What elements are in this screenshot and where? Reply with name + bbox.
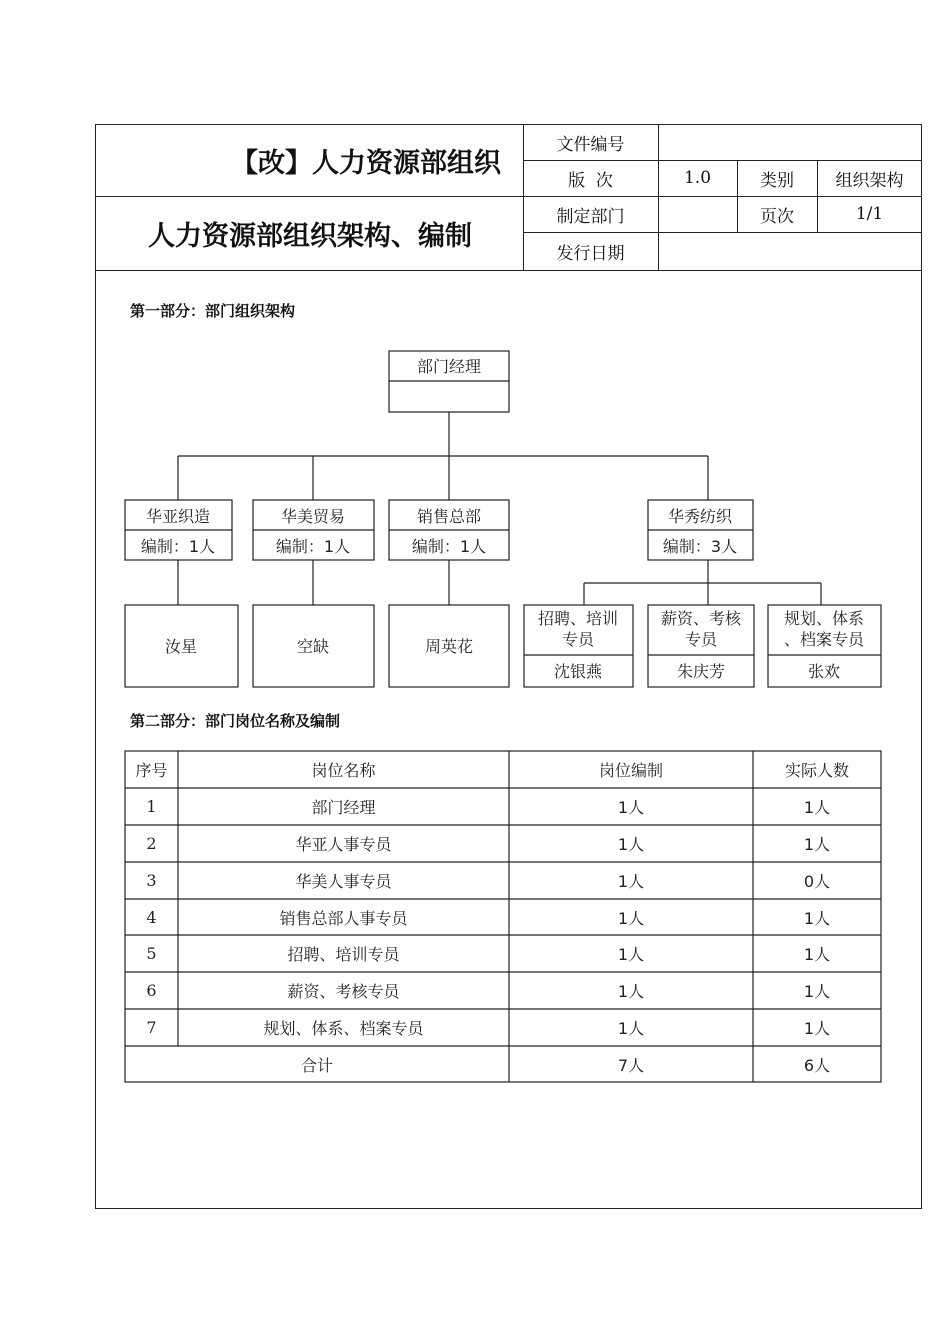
table-cell: 部门经理 [311,798,376,817]
table-cell: 1人 [803,798,831,817]
table-cell: 1人 [617,872,645,891]
table-cell: 1人 [803,835,831,854]
document-title: 【改】人力资源部组织 [231,147,501,179]
table-header: 实际人数 [784,761,849,780]
section1-title: 第一部分：部门组织架构 [130,302,296,320]
sub-unit-person: 沈银燕 [553,662,603,681]
sub-unit-line1: 招聘、培训 [537,609,619,628]
category-label: 类别 [760,170,794,191]
table-cell: 规划、体系、档案专员 [263,1019,424,1038]
unit-person: 汝星 [164,637,198,656]
table-cell: 1人 [617,798,645,817]
sub-unit-line2: 专员 [561,630,595,649]
unit-quota: 编制：1人 [140,537,216,556]
table-total-label: 合计 [300,1055,333,1075]
document-subtitle: 人力资源部组织架构、编制 [148,220,472,252]
table-cell: 0人 [803,872,831,891]
table-cell: 1人 [803,982,831,1001]
table-cell: 5 [146,944,157,963]
category-value: 组织架构 [835,170,904,191]
unit-quota: 编制：3人 [662,537,738,556]
table-cell: 1人 [803,945,831,964]
unit-name: 销售总部 [416,507,482,526]
table-cell: 1人 [617,945,645,964]
dept-label: 制定部门 [556,206,625,227]
page-label: 页次 [760,206,794,227]
table-cell: 薪资、考核专员 [287,982,400,1001]
header-divider [95,270,922,271]
table-cell: 3 [146,871,157,890]
table-cell: 1人 [803,908,831,928]
table-total-actual: 6人 [803,1055,831,1075]
table-header: 序号 [135,761,168,780]
section2-title: 第二部分：部门岗位名称及编制 [130,712,341,730]
version-value: 1.0 [683,168,712,188]
sub-unit-line2: 、档案专员 [783,630,865,649]
table-cell: 1人 [617,908,645,928]
table-cell: 2 [146,834,157,853]
table-header: 岗位名称 [311,761,376,780]
date-value [658,232,922,270]
version-label: 版 次 [568,170,613,191]
table-cell: 1人 [617,1019,645,1038]
table-cell: 华美人事专员 [295,872,392,891]
doc-no-value [658,124,922,160]
sub-unit-person: 张欢 [807,662,841,681]
table-cell: 销售总部人事专员 [279,908,408,928]
table-total-quota: 7人 [617,1055,645,1075]
unit-person: 周英花 [424,637,474,656]
date-label: 发行日期 [556,243,625,264]
table-cell: 1人 [617,982,645,1001]
doc-no-label: 文件编号 [556,134,625,155]
table-cell: 1人 [803,1019,831,1038]
table-cell: 招聘、培训专员 [287,945,400,964]
sub-unit-person: 朱庆芳 [676,662,726,681]
unit-quota: 编制：1人 [275,537,351,556]
unit-name: 华亚织造 [145,507,211,526]
table-cell: 1人 [617,835,645,854]
sub-unit-line2: 专员 [684,630,718,649]
unit-quota: 编制：1人 [411,537,487,556]
table-cell: 1 [146,797,157,816]
sub-unit-line1: 薪资、考核 [660,609,742,628]
unit-name: 华美贸易 [280,507,346,526]
manager-title: 部门经理 [416,357,482,376]
table-cell: 华亚人事专员 [295,835,392,854]
unit-name: 华秀纺织 [667,507,733,526]
table-cell: 6 [146,981,157,1000]
page-value: 1/1 [855,204,884,224]
sub-unit-line1: 规划、体系 [783,609,865,628]
table-cell: 4 [146,907,157,927]
dept-value [658,196,737,232]
unit-person: 空缺 [296,637,330,656]
table-header: 岗位编制 [598,761,663,780]
table-cell: 7 [146,1018,157,1037]
